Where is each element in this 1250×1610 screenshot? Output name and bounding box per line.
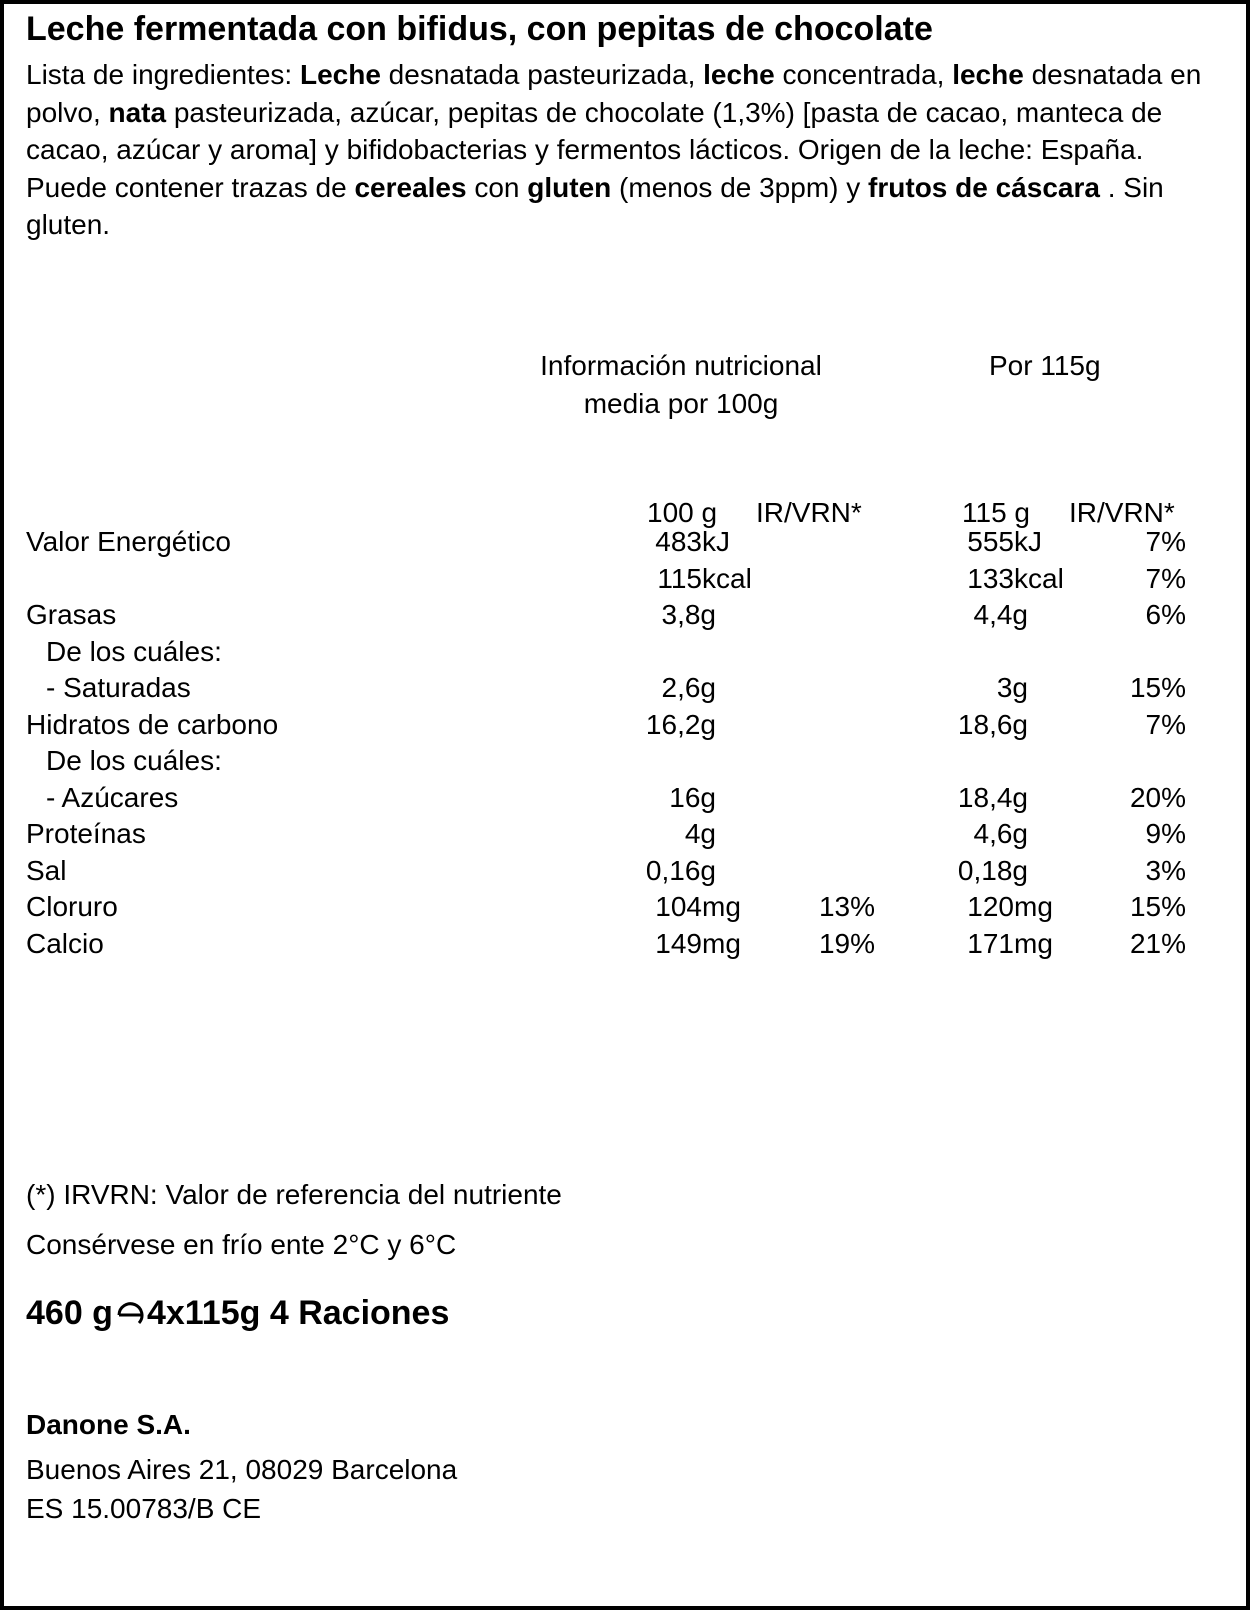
value-100g: 3,8g	[661, 599, 716, 630]
nutrition-row	[4, 928, 1246, 965]
nutrient-name: Cloruro	[26, 891, 118, 922]
value-115g: 555	[967, 526, 1014, 557]
ir-115g: 6%	[1145, 599, 1186, 630]
allergen-term: leche	[952, 59, 1024, 90]
col-header-100g: 100 g	[647, 497, 718, 528]
nutrient-name: Calcio	[26, 927, 104, 959]
storage-instructions: Consérvese en frío ente 2°C y 6°C	[26, 1229, 457, 1260]
servings: 4x115g 4 Raciones	[146, 1294, 450, 1332]
nutrient-name: - Saturadas	[46, 672, 191, 703]
ir-115g: 21%	[1129, 927, 1186, 959]
value-115g: 18,6g	[957, 708, 1028, 740]
nutrient-name: De los cuáles:	[46, 635, 222, 667]
product-label	[4, 4, 1246, 1606]
value-100g: 16g	[669, 781, 716, 813]
unit-115g: kcal	[1014, 562, 1064, 594]
ir-115g: 3%	[1145, 854, 1186, 886]
nutrient-name: Proteínas	[26, 818, 146, 849]
ir-100g: 13%	[818, 891, 875, 922]
value-100g: 104	[655, 891, 702, 922]
allergen-term: cereales	[354, 171, 467, 203]
footnote: (*) IRVRN: Valor de referencia del nutriente	[26, 1179, 562, 1210]
allergen-term: gluten	[527, 171, 612, 203]
ingredients-list	[26, 56, 1226, 244]
unit-115g: kJ	[1014, 526, 1042, 557]
unit-100g: mg	[702, 891, 741, 922]
nutrition-row	[4, 672, 1246, 709]
portion-header: Por 115g	[989, 350, 1101, 381]
nutrition-row	[4, 745, 1246, 782]
net-weight: 460 g	[26, 1294, 113, 1332]
value-115g: 18,4g	[957, 781, 1028, 813]
unit-115g: mg	[1014, 891, 1053, 922]
unit-100g: kJ	[702, 526, 730, 557]
company-address: Buenos Aires 21, 08029 Barcelona	[26, 1454, 458, 1485]
allergen-term: frutos de cáscara	[868, 171, 1100, 203]
ingredients-lead: Lista de ingredientes:	[26, 59, 300, 90]
nutrition-row	[4, 599, 1246, 636]
nutrition-row	[4, 709, 1246, 746]
value-100g: 2,6g	[661, 672, 716, 703]
value-115g: 171	[967, 927, 1014, 959]
nutrition-row	[4, 636, 1246, 673]
net-weight-line	[26, 1294, 449, 1333]
unit-115g: mg	[1014, 927, 1053, 959]
ingredients-text: desnatada en polvo,	[26, 59, 1202, 128]
ingredients-text: . Sin gluten.	[26, 171, 1164, 240]
value-115g: 120	[967, 891, 1014, 922]
nutrition-row	[4, 782, 1246, 819]
value-100g: 16,2g	[645, 708, 716, 740]
allergen-term: Leche	[299, 59, 381, 90]
nutrition-row	[4, 818, 1246, 855]
nutrition-row	[4, 563, 1246, 600]
col-header-ir-115g: IR/VRN*	[1069, 497, 1175, 528]
nutrition-info-header-line2: media por 100g	[583, 387, 779, 419]
col-header-115g: 115 g	[962, 497, 1030, 528]
nutrient-name: - Azúcares	[46, 781, 179, 813]
ingredients-text: pasteurizada, azúcar, pepitas de chocolate (1,3%) [pasta de cacao, manteca de cacao, azúcar y aroma] y bifidobacterias y fermentos lácticos. Origen de la leche: España. Puede contener trazas de	[26, 96, 1163, 203]
unit-100g: mg	[702, 927, 741, 959]
ir-115g: 7%	[1145, 526, 1186, 557]
value-115g: 133	[967, 562, 1014, 594]
ingredients-text: con	[466, 171, 528, 203]
allergen-term: nata	[108, 96, 167, 128]
nutrient-name: Grasas	[26, 599, 117, 630]
nutrient-name: Hidratos de carbono	[26, 708, 279, 740]
value-115g: 3g	[996, 672, 1028, 703]
unit-100g: kcal	[702, 562, 752, 594]
col-header-ir-100g: IR/VRN*	[756, 497, 862, 528]
nutrition-row	[4, 526, 1246, 563]
value-115g: 4,6g	[973, 818, 1028, 849]
nutrient-name: Sal	[26, 854, 67, 886]
value-115g: 0,18g	[957, 854, 1028, 886]
value-100g: 0,16g	[645, 854, 716, 886]
value-100g: 483	[655, 526, 702, 557]
nutrition-row	[4, 855, 1246, 892]
ingredients-text: desnatada pasteurizada,	[380, 59, 704, 90]
ir-115g: 7%	[1145, 562, 1186, 594]
ir-115g: 15%	[1129, 891, 1186, 922]
nutrition-info-header	[522, 347, 840, 422]
nutrient-name: De los cuáles:	[46, 745, 222, 776]
ir-100g: 19%	[818, 927, 875, 959]
ir-115g: 9%	[1145, 818, 1186, 849]
ir-115g: 7%	[1145, 708, 1186, 740]
e-mark-icon	[115, 1300, 145, 1330]
nutrition-row	[4, 891, 1246, 928]
ir-115g: 20%	[1129, 781, 1186, 813]
ingredients-text: concentrada,	[774, 59, 953, 90]
allergen-term: leche	[703, 59, 775, 90]
ingredients-text: (menos de 3ppm) y	[611, 171, 869, 203]
product-title: Leche fermentada con bifidus, con pepitas de chocolate	[26, 10, 933, 48]
value-100g: 149	[655, 927, 702, 959]
value-100g: 115	[657, 562, 702, 594]
company-name: Danone S.A.	[26, 1409, 191, 1440]
health-registry: ES 15.00783/B CE	[26, 1493, 262, 1524]
ir-115g: 15%	[1129, 672, 1186, 703]
nutrient-name: Valor Energético	[26, 526, 231, 557]
nutrition-info-header-line1: Información nutricional	[540, 350, 822, 381]
value-100g: 4g	[684, 818, 716, 849]
value-115g: 4,4g	[973, 599, 1028, 630]
